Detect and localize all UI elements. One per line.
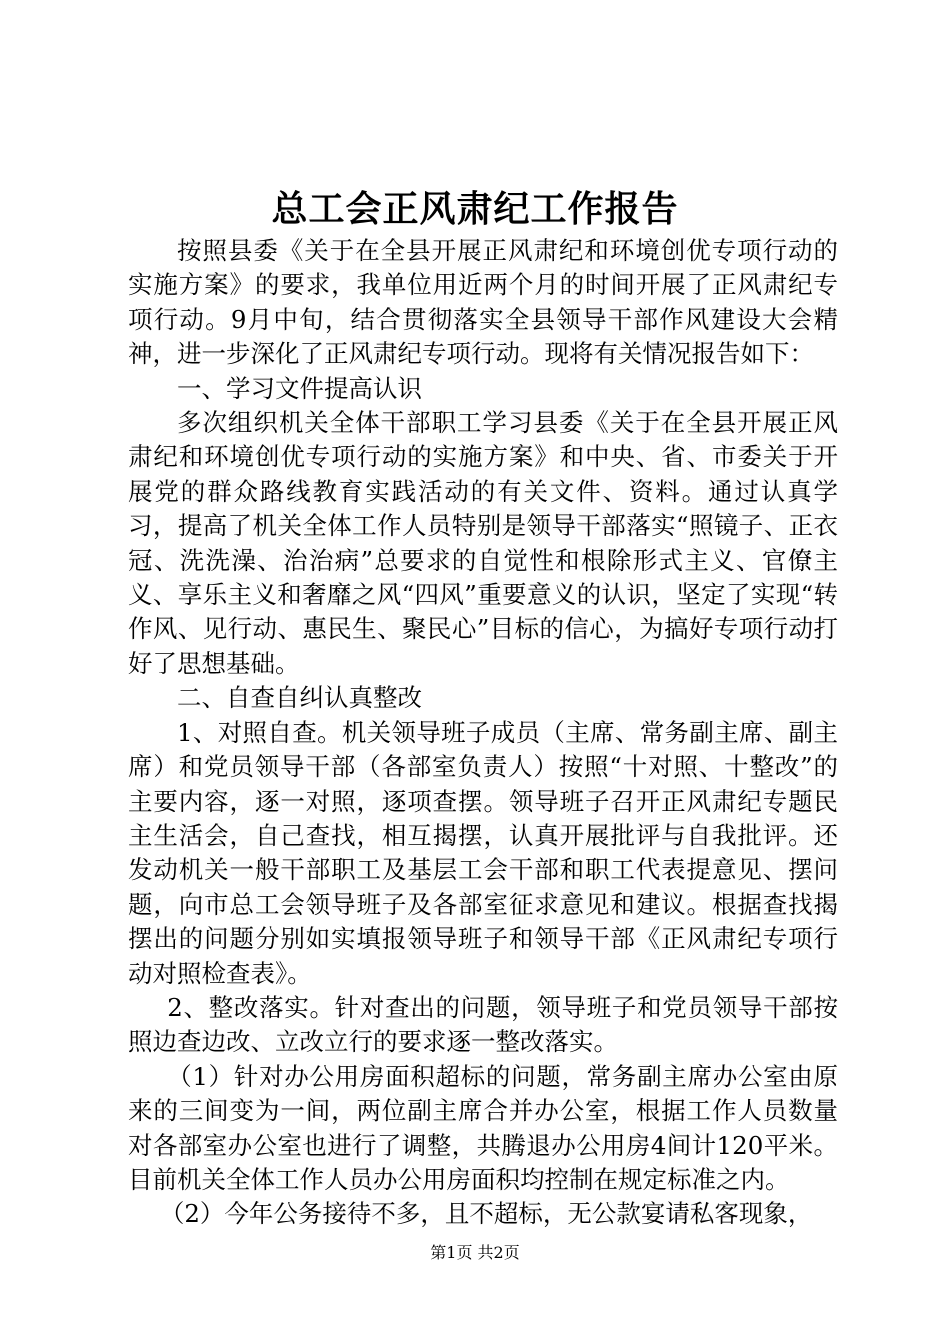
section-1-paragraph: 多次组织机关全体干部职工学习县委《关于在全县开展正风肃纪和环境创优专项行动的实施方案》和中央、省、市委关于开展党的群众路线教育实践活动的有关文件、资料。通过认真学习，提高了机关全体工作人员特别是领导干部落实“照镜子、正衣冠、洗洗澡、治治病”总要求的自觉性和根除形式主义、官僚主义、享乐主义和奢靡之风“四风”重要意义的认识，坚定了实现“转作风、见行动、惠民生、聚民心”目标的信心，为搞好专项行动打好了思想基础。 <box>128 408 838 678</box>
office-space-paragraph: （1）针对办公用房面积超标的问题，常务副主席办公室由原来的三间变为一间，两位副主席合并办公室，根据工作人员数量对各部室办公室也进行了调整，共腾退办公用房4间计120平米。目前机关全体工作人员办公用房面积均控制在规定标准之内。 <box>128 1061 838 1194</box>
document-title: 总工会正风肃纪工作报告 <box>271 188 679 230</box>
self-check-paragraph: 1、对照自查。机关领导班子成员（主席、常务副主席、副主席）和党员领导干部（各部室负责人）按照“十对照、十整改”的主要内容，逐一对照，逐项查摆。领导班子召开正风肃纪专题民主生活会，自己查找，相互揭摆，认真开展批评与自我批评。还发动机关一般干部职工及基层工会干部和职工代表提意见、摆问题，向市总工会领导班子及各部室征求意见和建议。根据查找揭摆出的问题分别如实填报领导班子和领导干部《正风肃纪专项行动对照检查表》。 <box>128 717 838 988</box>
section-heading-2: 二、自查自纠认真整改 <box>177 683 422 713</box>
page-footer: 第1页 共2页 <box>430 1243 520 1262</box>
reception-paragraph: （2）今年公务接待不多，且不超标，无公款宴请私客现象， <box>159 1199 813 1229</box>
section-heading-1: 一、学习文件提高认识 <box>177 373 422 403</box>
document-body <box>128 234 838 1232</box>
rectification-paragraph: 2、整改落实。针对查出的问题，领导班子和党员领导干部按照边查边改、立改立行的要求逐一整改落实。 <box>128 992 838 1057</box>
intro-paragraph: 按照县委《关于在全县开展正风肃纪和环境创优专项行动的实施方案》的要求，我单位用近两个月的时间开展了正风肃纪专项行动。9月中旬，结合贯彻落实全县领导干部作风建设大会精神，进一步深化了正风肃纪专项行动。现将有关情况报告如下： <box>128 236 838 369</box>
